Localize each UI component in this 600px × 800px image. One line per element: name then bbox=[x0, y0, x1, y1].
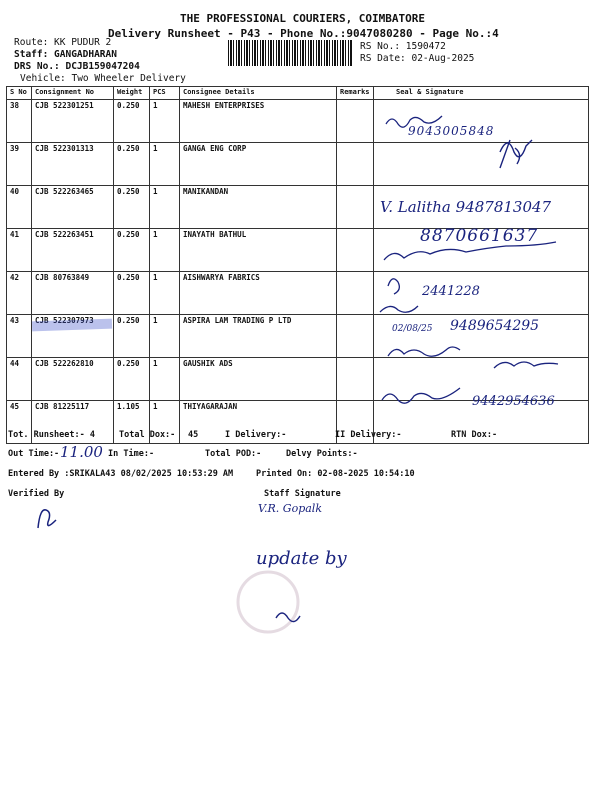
cell-consignee: GANGA ENG CORP bbox=[180, 143, 337, 186]
cell-consignee: THIYAGARAJAN bbox=[180, 401, 337, 444]
cell-consignment: CJB 522262810 bbox=[32, 358, 114, 401]
cell-consignee: MANIKANDAN bbox=[180, 186, 337, 229]
cell-weight: 0.250 bbox=[114, 100, 150, 143]
cell-sno: 42 bbox=[7, 272, 32, 315]
barcode bbox=[228, 40, 352, 66]
cell-pcs: 1 bbox=[150, 186, 180, 229]
cell-consignee: INAYATH BATHUL bbox=[180, 229, 337, 272]
drs-label: DRS No.: DCJB159047204 bbox=[14, 61, 140, 72]
staff-signature-label: Staff Signature bbox=[264, 489, 341, 499]
cell-pcs: 1 bbox=[150, 315, 180, 358]
cell-consignment: CJB 81225117 bbox=[32, 401, 114, 444]
total-dox-label: Total Dox:- bbox=[119, 430, 176, 440]
col-weight: Weight bbox=[114, 87, 150, 100]
cell-consignee: AISHWARYA FABRICS bbox=[180, 272, 337, 315]
signature-stroke bbox=[382, 388, 460, 403]
cell-pcs: 1 bbox=[150, 229, 180, 272]
col-sno: S No bbox=[7, 87, 32, 100]
total-pod-label: Total POD:- bbox=[205, 449, 262, 459]
cell-remarks bbox=[337, 100, 374, 143]
cell-consignment: CJB 522263465 bbox=[32, 186, 114, 229]
handwritten-phone-41: 8870661637 bbox=[420, 226, 539, 246]
vehicle-label: Vehicle: Two Wheeler Delivery bbox=[20, 73, 186, 84]
cell-consignment: CJB 522301313 bbox=[32, 143, 114, 186]
cell-pcs: 1 bbox=[150, 100, 180, 143]
total-runsheet: Tot. Runsheet:- 4 bbox=[8, 430, 95, 440]
cell-sno: 38 bbox=[7, 100, 32, 143]
cell-consignment: CJB 522263451 bbox=[32, 229, 114, 272]
route-label: Route: KK PUDUR 2 bbox=[14, 37, 112, 48]
cell-weight: 0.250 bbox=[114, 272, 150, 315]
printed-on: Printed On: 02-08-2025 10:54:10 bbox=[256, 469, 415, 479]
rs-number: RS No.: 1590472 bbox=[360, 41, 446, 52]
signature-stroke bbox=[388, 347, 460, 356]
cell-remarks bbox=[337, 186, 374, 229]
handwritten-signatures bbox=[370, 100, 600, 430]
cell-sno: 40 bbox=[7, 186, 32, 229]
stamp-ring bbox=[238, 572, 298, 632]
cell-weight: 0.250 bbox=[114, 229, 150, 272]
rtn-dox: RTN Dox:- bbox=[451, 430, 498, 440]
handwritten-name-40: V. Lalitha 9487813047 bbox=[380, 198, 552, 216]
i-delivery: I Delivery:- bbox=[225, 430, 287, 440]
cell-remarks bbox=[337, 143, 374, 186]
cell-pcs: 1 bbox=[150, 401, 180, 444]
in-time-label: In Time:- bbox=[108, 449, 155, 459]
cell-weight: 1.105 bbox=[114, 401, 150, 444]
col-consignee: Consignee Details bbox=[180, 87, 337, 100]
signature-stroke bbox=[388, 279, 399, 294]
cell-pcs: 1 bbox=[150, 143, 180, 186]
table-header-row bbox=[7, 87, 589, 100]
delvy-points-label: Delvy Points:- bbox=[286, 449, 358, 459]
out-time-label: Out Time:- bbox=[8, 449, 60, 459]
handwritten-phone-38: 9043005848 bbox=[408, 124, 495, 138]
cell-consignee: ASPIRA LAM TRADING P LTD bbox=[180, 315, 337, 358]
cell-weight: 0.250 bbox=[114, 315, 150, 358]
runsheet-title: Delivery Runsheet - P43 - Phone No.:9047080280 - Page No.:4 bbox=[108, 27, 499, 40]
staff-label: Staff: GANGADHARAN bbox=[14, 49, 117, 60]
company-name: THE PROFESSIONAL COURIERS, COIMBATORE bbox=[180, 12, 426, 25]
cell-consignee: MAHESH ENTERPRISES bbox=[180, 100, 337, 143]
staff-signature-name: V.R. Gopalk bbox=[258, 502, 322, 515]
cell-sno: 45 bbox=[7, 401, 32, 444]
cell-consignment: CJB 80763849 bbox=[32, 272, 114, 315]
total-dox-value: 45 bbox=[188, 430, 199, 440]
cell-sno: 44 bbox=[7, 358, 32, 401]
col-pcs: PCS bbox=[150, 87, 180, 100]
cell-sno: 43 bbox=[7, 315, 32, 358]
cell-consignment: CJB 522301251 bbox=[32, 100, 114, 143]
cell-remarks bbox=[337, 358, 374, 401]
handwritten-phone-43: 9489654295 bbox=[450, 318, 540, 334]
rs-date: RS Date: 02-Aug-2025 bbox=[360, 53, 475, 64]
col-remarks: Remarks bbox=[337, 87, 374, 100]
col-signature: Seal & Signature bbox=[374, 87, 589, 100]
update-note: update by bbox=[256, 548, 347, 569]
cell-pcs: 1 bbox=[150, 272, 180, 315]
handwritten-number-42: 2441228 bbox=[422, 284, 480, 299]
signature-stroke bbox=[380, 306, 418, 312]
ii-delivery: II Delivery:- bbox=[335, 430, 402, 440]
col-consignment: Consignment No bbox=[32, 87, 114, 100]
signature-stroke bbox=[38, 510, 56, 528]
entered-by: Entered By :SRIKALA43 08/02/2025 10:53:29 AM bbox=[8, 469, 234, 479]
verified-signature bbox=[30, 502, 60, 532]
cell-sno: 39 bbox=[7, 143, 32, 186]
cell-remarks bbox=[337, 229, 374, 272]
cell-consignment: CJB 522307973 bbox=[32, 315, 114, 358]
cell-weight: 0.250 bbox=[114, 186, 150, 229]
signature-stroke bbox=[494, 362, 558, 368]
out-time-value: 11.00 bbox=[60, 443, 103, 461]
handwritten-date-43: 02/08/25 bbox=[392, 324, 433, 334]
cell-sno: 41 bbox=[7, 229, 32, 272]
faint-stamp bbox=[226, 566, 316, 636]
cell-consignee: GAUSHIK ADS bbox=[180, 358, 337, 401]
verified-by-label: Verified By bbox=[8, 489, 65, 499]
cell-weight: 0.250 bbox=[114, 143, 150, 186]
cell-weight: 0.250 bbox=[114, 358, 150, 401]
cell-remarks bbox=[337, 272, 374, 315]
handwritten-phone-45: 9442954636 bbox=[472, 394, 555, 409]
cell-pcs: 1 bbox=[150, 358, 180, 401]
cell-remarks bbox=[337, 315, 374, 358]
